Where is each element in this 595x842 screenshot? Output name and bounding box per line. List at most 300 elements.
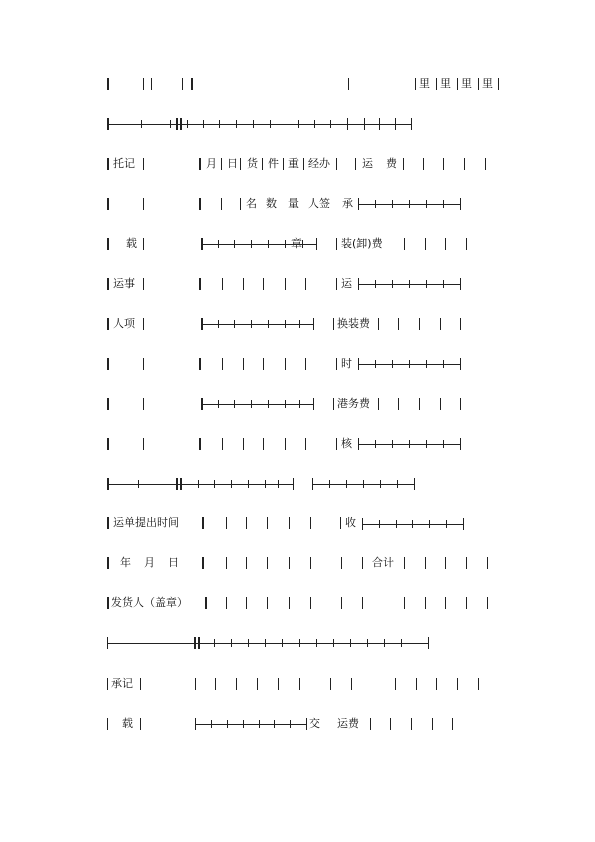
cell-divider bbox=[445, 238, 446, 250]
rule-tick bbox=[443, 280, 444, 288]
cell-divider bbox=[303, 158, 304, 170]
rule-cap bbox=[358, 358, 359, 370]
rule-tick bbox=[329, 480, 330, 488]
rule-tick bbox=[409, 280, 410, 288]
cell-divider bbox=[195, 678, 196, 690]
form-label: 日 bbox=[227, 157, 238, 170]
cell-divider bbox=[340, 517, 341, 529]
cell-divider bbox=[333, 318, 334, 330]
cell-divider bbox=[143, 198, 144, 210]
form-label: 里 bbox=[461, 77, 472, 90]
form-label: 运 bbox=[362, 157, 373, 170]
rule-cap bbox=[358, 438, 359, 450]
rule-tick bbox=[426, 280, 427, 288]
cell-divider bbox=[226, 557, 227, 569]
cell-divider bbox=[107, 678, 108, 690]
rule-tick bbox=[375, 440, 376, 448]
cell-divider bbox=[222, 278, 223, 290]
rule-cap bbox=[198, 637, 200, 649]
form-label: 货 bbox=[247, 157, 258, 170]
rule-cap bbox=[194, 637, 196, 649]
cell-divider bbox=[107, 398, 109, 410]
rule-tick bbox=[265, 480, 266, 488]
cell-divider bbox=[310, 557, 311, 569]
rule-cap bbox=[180, 118, 182, 130]
form-label: 时 bbox=[341, 357, 352, 370]
cell-divider bbox=[378, 318, 379, 330]
form-label: 承 bbox=[342, 197, 353, 210]
rule-cap bbox=[414, 478, 415, 490]
rule-cap bbox=[460, 438, 461, 450]
cell-divider bbox=[419, 398, 420, 410]
form-label: 年 bbox=[120, 556, 131, 569]
rule-cap bbox=[313, 318, 314, 330]
rule-tick bbox=[392, 280, 393, 288]
form-label: 名 bbox=[246, 197, 257, 210]
rule-tick bbox=[251, 240, 252, 248]
cell-divider bbox=[267, 517, 268, 529]
rule-tick bbox=[409, 360, 410, 368]
rule-tick bbox=[392, 440, 393, 448]
rule-tick bbox=[401, 639, 402, 647]
cell-divider bbox=[289, 597, 290, 609]
cell-divider bbox=[445, 557, 446, 569]
rule-tick bbox=[299, 400, 300, 408]
rule-tick bbox=[316, 639, 317, 647]
rule-cap bbox=[107, 478, 109, 490]
cell-divider bbox=[310, 517, 311, 529]
cell-divider bbox=[460, 318, 461, 330]
form-label: 里 bbox=[482, 77, 493, 90]
rule-tick bbox=[253, 120, 254, 128]
cell-divider bbox=[436, 78, 437, 90]
rule-tick bbox=[392, 360, 393, 368]
cell-divider bbox=[336, 278, 337, 290]
cell-divider bbox=[151, 78, 152, 90]
rule-tick bbox=[380, 480, 381, 488]
form-label: 运 bbox=[341, 277, 352, 290]
rule-tick bbox=[429, 520, 430, 528]
cell-divider bbox=[243, 278, 244, 290]
cell-divider bbox=[485, 158, 486, 170]
rule-tick bbox=[218, 400, 219, 408]
rule-tick bbox=[375, 360, 376, 368]
cell-divider bbox=[215, 678, 216, 690]
form-label: 里 bbox=[419, 77, 430, 90]
cell-divider bbox=[355, 158, 356, 170]
cell-divider bbox=[226, 597, 227, 609]
form-label: 重 bbox=[288, 157, 299, 170]
rule-tick bbox=[211, 720, 212, 728]
form-label: 章 bbox=[291, 237, 302, 250]
rule-tick bbox=[268, 320, 269, 328]
cell-divider bbox=[299, 678, 300, 690]
rule-tick bbox=[443, 200, 444, 208]
rule-tick bbox=[446, 520, 447, 528]
form-label: 运费 bbox=[337, 717, 359, 730]
cell-divider bbox=[487, 597, 488, 609]
cell-divider bbox=[478, 78, 479, 90]
cell-divider bbox=[336, 158, 337, 170]
cell-divider bbox=[415, 78, 416, 90]
rule-tick bbox=[270, 120, 271, 128]
form-label: 装(卸)费 bbox=[341, 237, 383, 250]
rule-tick bbox=[285, 240, 286, 248]
cell-divider bbox=[478, 678, 479, 690]
rule-tick bbox=[409, 440, 410, 448]
rule-tick bbox=[302, 240, 303, 248]
cell-divider bbox=[498, 78, 499, 90]
cell-divider bbox=[440, 398, 441, 410]
rule-cap bbox=[107, 118, 109, 130]
rule-tick bbox=[375, 200, 376, 208]
cell-divider bbox=[222, 438, 223, 450]
rule-tick bbox=[265, 639, 266, 647]
form-label: 数 bbox=[266, 197, 277, 210]
cell-divider bbox=[257, 678, 258, 690]
cell-divider bbox=[107, 158, 109, 170]
rule-tick bbox=[367, 639, 368, 647]
rule-tick bbox=[314, 120, 315, 128]
rule-cap bbox=[313, 398, 314, 410]
rule-cap bbox=[180, 478, 182, 490]
cell-divider bbox=[305, 278, 306, 290]
cell-divider bbox=[107, 198, 109, 210]
form-label: 月 bbox=[206, 157, 217, 170]
rule-tick bbox=[170, 120, 171, 128]
rule-tick bbox=[138, 480, 139, 488]
cell-divider bbox=[202, 517, 204, 529]
form-label: 运事 bbox=[113, 277, 135, 290]
rule-cap bbox=[347, 118, 348, 130]
rule-tick bbox=[282, 639, 283, 647]
rule-cap bbox=[364, 118, 365, 130]
rule-cap bbox=[362, 518, 363, 530]
rule-tick bbox=[346, 480, 347, 488]
rule-cap bbox=[201, 398, 203, 410]
rule-cap bbox=[460, 198, 461, 210]
rule-tick bbox=[251, 320, 252, 328]
rule-tick bbox=[409, 200, 410, 208]
rule-cap bbox=[293, 478, 294, 490]
cell-divider bbox=[362, 597, 363, 609]
form-label: 日 bbox=[168, 556, 179, 569]
form-label: 合计 bbox=[372, 556, 394, 569]
rule-tick bbox=[187, 120, 188, 128]
form-label: 发货人（盖章） bbox=[111, 596, 188, 609]
rule-cap bbox=[195, 718, 196, 730]
form-label: 人项 bbox=[113, 317, 135, 330]
rule-cap bbox=[312, 478, 313, 490]
cell-divider bbox=[199, 158, 201, 170]
rule-cap bbox=[201, 318, 203, 330]
cell-divider bbox=[267, 557, 268, 569]
cell-divider bbox=[143, 318, 144, 330]
cell-divider bbox=[411, 718, 412, 730]
rule-cap bbox=[358, 198, 359, 210]
form-label: 经办 bbox=[308, 157, 330, 170]
cell-divider bbox=[267, 597, 268, 609]
cell-divider bbox=[246, 517, 247, 529]
rule-tick bbox=[234, 320, 235, 328]
cell-divider bbox=[452, 718, 453, 730]
rule-tick bbox=[299, 320, 300, 328]
cell-divider bbox=[310, 597, 311, 609]
cell-divider bbox=[336, 238, 337, 250]
rule-tick bbox=[299, 639, 300, 647]
cell-divider bbox=[107, 318, 109, 330]
form-label: 里 bbox=[440, 77, 451, 90]
cell-divider bbox=[404, 597, 405, 609]
cell-divider bbox=[466, 238, 467, 250]
cell-divider bbox=[440, 318, 441, 330]
rule-tick bbox=[379, 520, 380, 528]
rule-cap bbox=[306, 718, 307, 730]
cell-divider bbox=[330, 678, 331, 690]
horizontal-rule bbox=[107, 124, 411, 125]
cell-divider bbox=[416, 678, 417, 690]
cell-divider bbox=[348, 78, 349, 90]
form-label: 交 bbox=[309, 717, 320, 730]
form-label: 月 bbox=[144, 556, 155, 569]
rule-tick bbox=[426, 360, 427, 368]
rule-cap bbox=[316, 238, 317, 250]
cell-divider bbox=[143, 78, 144, 90]
rule-tick bbox=[243, 720, 244, 728]
rule-tick bbox=[227, 720, 228, 728]
cell-divider bbox=[283, 158, 284, 170]
rule-tick bbox=[443, 440, 444, 448]
rule-cap bbox=[428, 637, 429, 649]
cell-divider bbox=[333, 398, 334, 410]
rule-tick bbox=[218, 320, 219, 328]
cell-divider bbox=[278, 678, 279, 690]
rule-tick bbox=[397, 480, 398, 488]
cell-divider bbox=[403, 158, 404, 170]
cell-divider bbox=[140, 678, 141, 690]
cell-divider bbox=[289, 517, 290, 529]
cell-divider bbox=[285, 278, 286, 290]
cell-divider bbox=[143, 358, 144, 370]
cell-divider bbox=[236, 678, 237, 690]
cell-divider bbox=[240, 158, 241, 170]
rule-tick bbox=[248, 480, 249, 488]
cell-divider bbox=[466, 557, 467, 569]
cell-divider bbox=[432, 718, 433, 730]
rule-cap bbox=[176, 478, 178, 490]
cell-divider bbox=[341, 557, 342, 569]
cell-divider bbox=[107, 238, 109, 250]
cell-divider bbox=[436, 678, 437, 690]
cell-divider bbox=[199, 278, 201, 290]
cell-divider bbox=[199, 358, 201, 370]
cell-divider bbox=[199, 198, 201, 210]
cell-divider bbox=[425, 238, 426, 250]
cell-divider bbox=[305, 358, 306, 370]
rule-tick bbox=[236, 120, 237, 128]
cell-divider bbox=[143, 438, 144, 450]
form-label: 人签 bbox=[308, 197, 330, 210]
cell-divider bbox=[107, 278, 109, 290]
rule-tick bbox=[426, 200, 427, 208]
form-label: 托记 bbox=[113, 157, 135, 170]
cell-divider bbox=[263, 358, 264, 370]
rule-cap bbox=[395, 118, 396, 130]
rule-tick bbox=[203, 120, 204, 128]
rule-tick bbox=[231, 639, 232, 647]
cell-divider bbox=[246, 597, 247, 609]
cell-divider bbox=[285, 438, 286, 450]
rule-tick bbox=[218, 240, 219, 248]
cell-divider bbox=[445, 597, 446, 609]
form-label: 运单提出时间 bbox=[113, 516, 179, 529]
rule-tick bbox=[375, 280, 376, 288]
rule-tick bbox=[214, 639, 215, 647]
rule-cap bbox=[411, 118, 412, 130]
cell-divider bbox=[202, 557, 204, 569]
form-label: 承记 bbox=[111, 677, 133, 690]
cell-divider bbox=[487, 557, 488, 569]
cell-divider bbox=[107, 78, 109, 90]
cell-divider bbox=[457, 678, 458, 690]
cell-divider bbox=[221, 158, 222, 170]
cell-divider bbox=[107, 438, 109, 450]
cell-divider bbox=[221, 198, 222, 210]
cell-divider bbox=[398, 318, 399, 330]
cell-divider bbox=[182, 78, 183, 90]
rule-tick bbox=[298, 120, 299, 128]
cell-divider bbox=[107, 557, 109, 569]
cell-divider bbox=[246, 557, 247, 569]
rule-cap bbox=[358, 278, 359, 290]
cell-divider bbox=[107, 517, 109, 529]
rule-tick bbox=[231, 480, 232, 488]
cell-divider bbox=[243, 358, 244, 370]
rule-tick bbox=[285, 400, 286, 408]
rule-tick bbox=[234, 240, 235, 248]
cell-divider bbox=[443, 158, 444, 170]
rule-tick bbox=[333, 639, 334, 647]
cell-divider bbox=[107, 597, 109, 609]
rule-cap bbox=[107, 637, 108, 649]
form-label: 港务费 bbox=[337, 397, 370, 410]
cell-divider bbox=[423, 158, 424, 170]
cell-divider bbox=[243, 438, 244, 450]
form-label: 换装费 bbox=[337, 317, 370, 330]
form-label: 载 bbox=[126, 237, 137, 250]
rule-cap bbox=[176, 118, 178, 130]
cell-divider bbox=[395, 678, 396, 690]
rule-tick bbox=[268, 240, 269, 248]
cell-divider bbox=[378, 398, 379, 410]
cell-divider bbox=[390, 718, 391, 730]
cell-divider bbox=[336, 358, 337, 370]
cell-divider bbox=[425, 597, 426, 609]
rule-tick bbox=[274, 720, 275, 728]
cell-divider bbox=[305, 438, 306, 450]
cell-divider bbox=[107, 718, 108, 730]
cell-divider bbox=[466, 597, 467, 609]
cell-divider bbox=[425, 557, 426, 569]
rule-tick bbox=[426, 440, 427, 448]
rule-tick bbox=[350, 639, 351, 647]
rule-tick bbox=[384, 639, 385, 647]
cell-divider bbox=[226, 517, 227, 529]
rule-cap bbox=[463, 518, 464, 530]
cell-divider bbox=[263, 278, 264, 290]
rule-tick bbox=[141, 120, 142, 128]
rule-tick bbox=[396, 520, 397, 528]
cell-divider bbox=[398, 398, 399, 410]
cell-divider bbox=[419, 318, 420, 330]
cell-divider bbox=[404, 557, 405, 569]
cell-divider bbox=[457, 78, 458, 90]
form-label: 核 bbox=[341, 437, 352, 450]
cell-divider bbox=[143, 238, 144, 250]
cell-divider bbox=[240, 198, 241, 210]
rule-cap bbox=[460, 278, 461, 290]
rule-tick bbox=[219, 120, 220, 128]
form-label: 载 bbox=[122, 717, 133, 730]
cell-divider bbox=[362, 557, 363, 569]
rule-tick bbox=[363, 480, 364, 488]
rule-tick bbox=[330, 120, 331, 128]
rule-cap bbox=[460, 358, 461, 370]
cell-divider bbox=[336, 438, 337, 450]
cell-divider bbox=[341, 597, 342, 609]
cell-divider bbox=[191, 78, 193, 90]
rule-cap bbox=[379, 118, 380, 130]
rule-tick bbox=[214, 480, 215, 488]
form-label: 量 bbox=[288, 197, 299, 210]
rule-tick bbox=[443, 360, 444, 368]
rule-tick bbox=[198, 480, 199, 488]
rule-tick bbox=[290, 720, 291, 728]
rule-tick bbox=[285, 320, 286, 328]
rule-tick bbox=[278, 480, 279, 488]
rule-tick bbox=[412, 520, 413, 528]
cell-divider bbox=[262, 158, 263, 170]
rule-tick bbox=[392, 200, 393, 208]
cell-divider bbox=[464, 158, 465, 170]
cell-divider bbox=[143, 158, 144, 170]
cell-divider bbox=[351, 678, 352, 690]
form-label: 费 bbox=[386, 157, 397, 170]
cell-divider bbox=[289, 557, 290, 569]
rule-tick bbox=[259, 720, 260, 728]
cell-divider bbox=[460, 398, 461, 410]
cell-divider bbox=[143, 398, 144, 410]
cell-divider bbox=[285, 358, 286, 370]
cell-divider bbox=[263, 438, 264, 450]
cell-divider bbox=[143, 278, 144, 290]
cell-divider bbox=[222, 358, 223, 370]
rule-tick bbox=[268, 400, 269, 408]
cell-divider bbox=[140, 718, 141, 730]
cell-divider bbox=[370, 718, 371, 730]
rule-tick bbox=[251, 400, 252, 408]
cell-divider bbox=[107, 358, 109, 370]
rule-cap bbox=[201, 238, 203, 250]
horizontal-rule bbox=[107, 643, 428, 644]
cell-divider bbox=[205, 597, 207, 609]
cell-divider bbox=[199, 438, 201, 450]
form-label: 件 bbox=[268, 157, 279, 170]
form-label: 收 bbox=[345, 516, 356, 529]
rule-tick bbox=[234, 400, 235, 408]
rule-tick bbox=[248, 639, 249, 647]
cell-divider bbox=[404, 238, 405, 250]
